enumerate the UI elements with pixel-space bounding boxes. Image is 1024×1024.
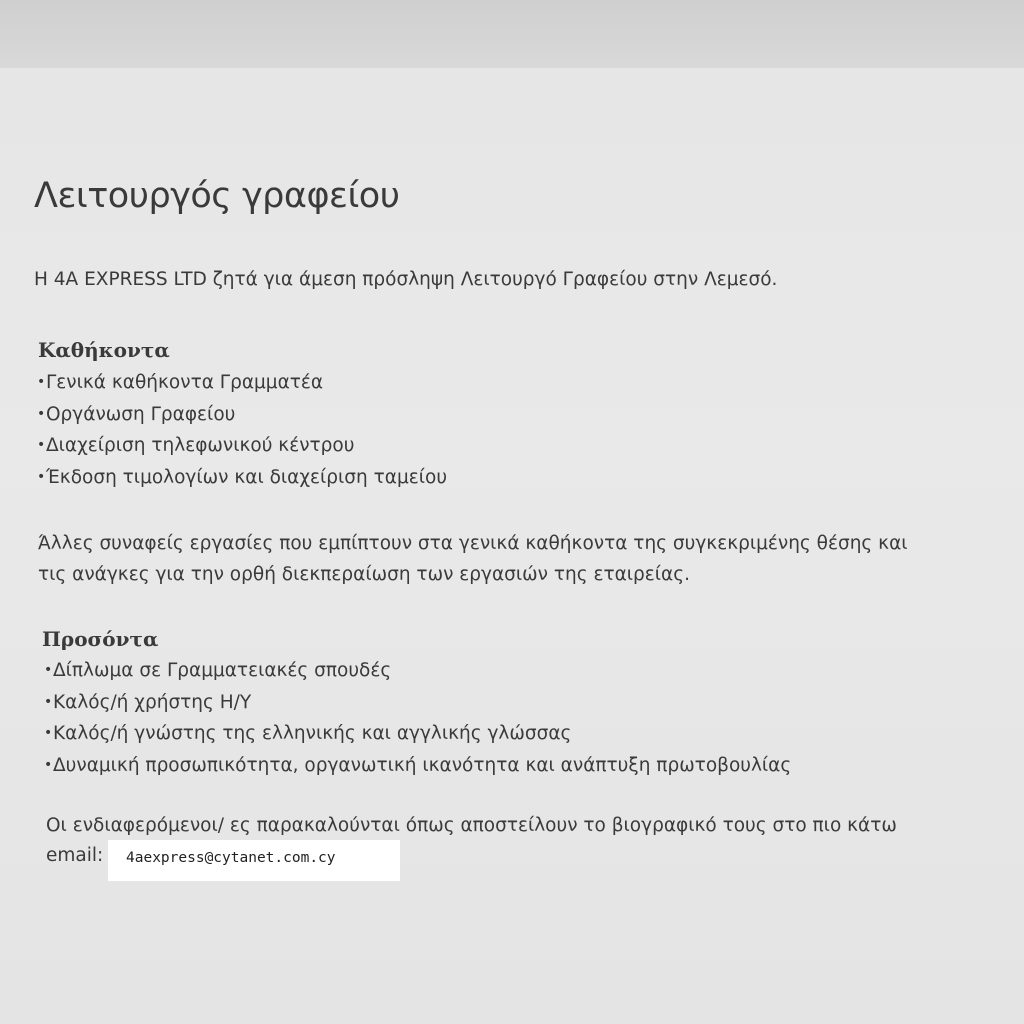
qualifications-list [44, 655, 791, 781]
bullet-icon: • [37, 437, 46, 453]
bullet-icon: • [44, 756, 53, 773]
contact-instructions: Οι ενδιαφερόμενοι/ ες παρακαλούνται όπως αποστείλουν το βιογραφικό τους στο πιο κάτω [46, 815, 897, 836]
list-item: •Καλός/ή γνώστης της ελληνικής και αγγλικής γλώσσας [44, 718, 791, 750]
list-item: •Οργάνωση Γραφείου [37, 399, 447, 431]
list-item: •Έκδοση τιμολογίων και διαχείριση ταμείου [37, 462, 447, 494]
email-overlay-box [108, 840, 400, 881]
list-item: •Καλός/ή χρήστης Η/Υ [44, 687, 791, 719]
list-item: •Δίπλωμα σε Γραμματειακές σπουδές [44, 655, 791, 687]
bullet-icon: • [37, 405, 46, 422]
bullet-icon: • [37, 374, 46, 390]
list-item: •Διαχείριση τηλεφωνικού κέντρου [37, 430, 447, 462]
email-link[interactable]: 4aexpress@cytanet.com.cy [126, 850, 336, 866]
bullet-icon: • [44, 662, 53, 678]
bullet-icon: • [44, 693, 53, 710]
intro-text: Η 4A EXPRESS LTD ζητά για άμεση πρόσληψη Λειτουργό Γραφείου στην Λεμεσό. [34, 269, 778, 290]
other-tasks-line-1: Άλλες συναφείς εργασίες που εμπίπτουν στα γενικά καθήκοντα της συγκεκριμένης θέσης και [38, 533, 908, 554]
other-tasks-paragraph [38, 528, 908, 590]
bullet-icon: • [44, 725, 53, 741]
page-title: Λειτουργός γραφείου [34, 176, 400, 216]
qualifications-heading: Προσόντα [42, 627, 159, 651]
other-tasks-line-2: τις ανάγκες για την ορθή διεκπεραίωση των εργασιών της εταιρείας. [38, 564, 690, 585]
list-item: •Γενικά καθήκοντα Γραμματέα [37, 367, 447, 399]
email-label: email: [46, 845, 104, 866]
duties-heading: Καθήκοντα [38, 338, 170, 362]
duties-list [37, 367, 447, 493]
background-top-band [0, 0, 1024, 70]
list-item: •Δυναμική προσωπικότητα, οργανωτική ικανότητα και ανάπτυξη πρωτοβουλίας [44, 750, 791, 782]
bullet-icon: • [37, 468, 46, 485]
